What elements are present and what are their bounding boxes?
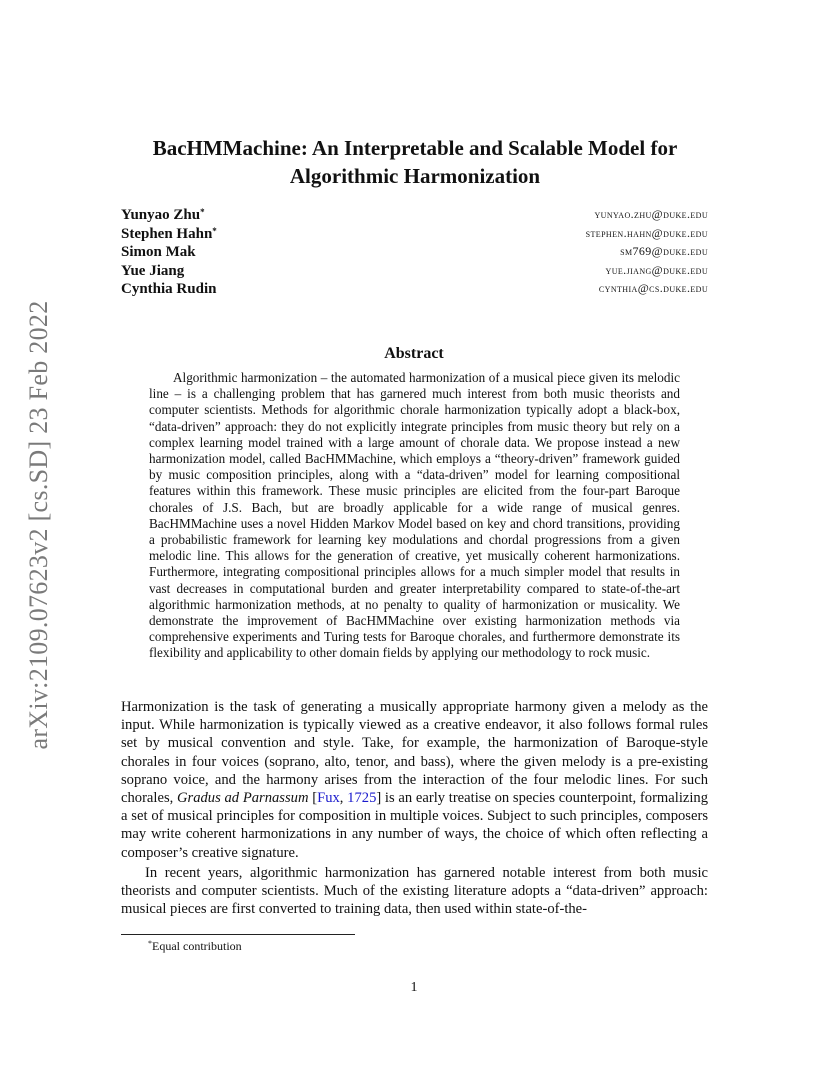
author-email[interactable]: yunyao.zhu@duke.edu xyxy=(594,207,708,221)
author-name: Simon Mak xyxy=(121,244,196,260)
arxiv-identifier: arXiv:2109.07623v2 [cs.SD] 23 Feb 2022 xyxy=(24,300,53,750)
abstract-heading: Abstract xyxy=(384,345,444,362)
citation-link-year[interactable]: 1725 xyxy=(347,790,377,807)
author-name: Stephen Hahn* xyxy=(121,225,217,242)
footnote-mark: * xyxy=(148,939,152,948)
author-row xyxy=(121,243,711,262)
citation-link-fux[interactable]: Fux xyxy=(317,790,340,807)
footnote-divider xyxy=(121,934,355,935)
title-line-1: BacHMMachine: An Interpretable and Scalable Model for xyxy=(152,136,678,160)
treatise-title: Gradus ad Parnassum xyxy=(177,790,309,807)
author-email[interactable]: cynthia@cs.duke.edu xyxy=(598,281,708,295)
author-row xyxy=(121,280,711,299)
intro-paragraph-2: In recent years, algorithmic harmonization has garnered notable interest from both music theorists and computer scientists. Much of the existing literature adopts a “data-driven” approach: musical pieces are first converted to training data, then used within state-of-the- xyxy=(121,865,708,918)
intro-paragraph-1: Harmonization is the task of generating a musically appropriate harmony given a melody as the input. While harmonization is typically viewed as a creative endeavor, it also follows formal rules set by musical convention and style. Take, for example, the harmonization of Baroque-style chorales in four voices (soprano, alto, tenor, and bass), where the given melody is a pre-existing soprano voice, and the harmony arises from the interaction of the four melodic lines. For such chorales, Gradus ad Parnassum [Fux, 1725] is an early treatise on species counterpoint, formalizing a set of musical principles for composition in multiple voices. Subject to such principles, composers may write coherent harmonizations in any number of ways, the choice of which often reflecting a composer’s creative signature. xyxy=(121,699,708,861)
paper-title xyxy=(110,134,720,190)
author-row xyxy=(121,206,711,225)
author-name: Yue Jiang xyxy=(121,262,185,279)
page-number: 1 xyxy=(410,980,418,995)
equal-contribution-mark: * xyxy=(200,207,205,217)
footnote xyxy=(148,939,242,954)
footnote-text: Equal contribution xyxy=(152,939,242,953)
author-name: Yunyao Zhu* xyxy=(121,207,205,223)
author-row xyxy=(121,225,711,244)
author-name: Cynthia Rudin xyxy=(121,281,217,297)
author-email[interactable]: sm769@duke.edu xyxy=(620,244,708,258)
author-block xyxy=(121,206,711,299)
title-line-2: Algorithmic Harmonization xyxy=(289,164,541,188)
equal-contribution-mark: * xyxy=(212,225,217,236)
author-email[interactable]: stephen.hahn@duke.edu xyxy=(585,225,708,240)
author-row xyxy=(121,262,711,281)
author-email[interactable]: yue.jiang@duke.edu xyxy=(605,262,708,277)
abstract-body: Algorithmic harmonization – the automated harmonization of a musical piece given its melodic line – is a challenging problem that has garnered much interest from both music theorists and computer scientists. Methods for algorithmic chorale harmonization typically adopt a black-box, “data-driven” approach: they do not explicitly integrate principles from music theory but rely on a complex learning model trained with a large amount of chorale data. We propose instead a new harmonization model, called BacHMMachine, which employs a “theory-driven” framework guided by music composition principles, along with a “data-driven” model for learning compositional features within this framework. These music principles are elicited from the four-part Baroque chorales of J.S. Bach, but are broadly applicable for a wide range of musical genres. BacHMMachine uses a novel Hidden Markov Model based on key and chord transitions, providing a probabilistic framework for learning key modulations and chordal progressions from a given melodic line. This allows for the generation of creative, yet musically coherent harmonizations. Furthermore, integrating compositional principles allows for a much simpler model that results in vast decreases in computational burden and greater interpretability compared to state-of-the-art algorithmic harmonization methods, at no penalty to quality of harmonization or musicality. We demonstrate the improvement of BacHMMachine over existing harmonization methods via comprehensive experiments and Turing tests for Baroque chorales, and furthermore demonstrate its flexibility and applicability to other domain fields by applying our methodology to rock music. xyxy=(149,370,680,661)
